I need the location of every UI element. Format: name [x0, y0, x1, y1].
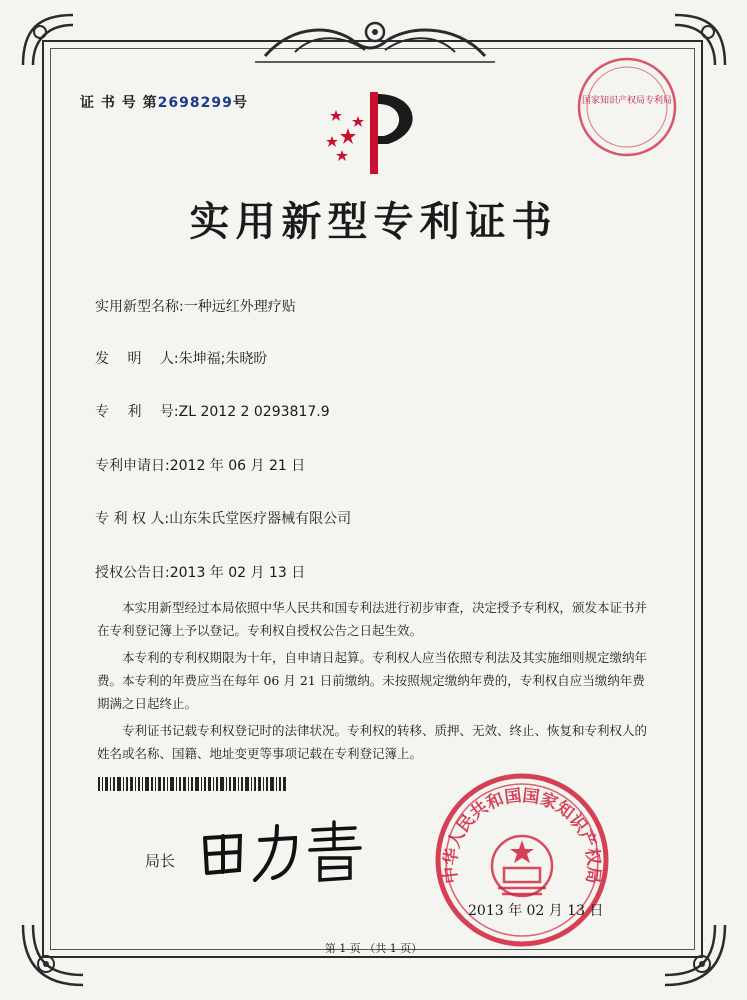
field-value: 山东朱氏堂医疗器械有限公司: [169, 511, 352, 527]
top-ornament-icon: [255, 12, 495, 68]
certificate-body: [97, 596, 652, 769]
top-right-seal-icon: [575, 55, 680, 160]
field-value: 2012 年 06 月 21 日: [169, 458, 306, 474]
body-paragraph: 专利证书记载专利权登记时的法律状况。专利权的转移、质押、无效、终止、恢复和专利权人的姓名或名称、国籍、地址变更等事项记载在专利登记簿上。: [97, 723, 648, 761]
director-label: 局长: [145, 852, 176, 870]
body-paragraph: 本专利的专利权期限为十年，自申请日起算。专利权人应当依照专利法及其实施细则规定缴纳年费。本专利的年费应当在每年 06 月 21 日前缴纳。未按照规定缴纳年费的，专利权自应当缴纳年费期满之日起终止。: [97, 650, 648, 711]
field-application-date: [95, 455, 305, 475]
field-inventor: [95, 348, 267, 368]
certificate-number: [80, 92, 248, 112]
field-patent-number: [95, 401, 330, 421]
patent-office-logo-icon: [318, 88, 428, 178]
certificate-number-value: 2698299: [157, 95, 233, 111]
certificate-title: 实用新型专利证书: [189, 199, 558, 245]
field-label: 专 利 权 人:: [95, 511, 170, 527]
top-seal-text: 国家知识产权局专利局: [581, 96, 673, 106]
field-patentee: [95, 508, 351, 528]
body-paragraph: 本实用新型经过本局依照中华人民共和国专利法进行初步审查，决定授予专利权，颁发本证书并在专利登记簿上予以登记。专利权自授权公告之日起生效。: [97, 600, 648, 638]
field-label: 授权公告日:: [95, 565, 170, 581]
field-label: 专 利 号:: [95, 404, 179, 420]
certificate-number-suffix: 号: [232, 95, 248, 111]
page-footer: 第 1 页 （共 1 页）: [324, 942, 423, 955]
certificate-number-label: 证 书 号 第: [80, 95, 158, 111]
field-grant-date: [95, 562, 305, 582]
corner-ornament-icon: [18, 10, 78, 70]
field-utility-model-name: [95, 296, 296, 316]
field-value: 2013 年 02 月 13 日: [169, 565, 306, 581]
field-value: 一种远红外理疗贴: [183, 299, 296, 315]
director-signature-icon: [195, 818, 370, 888]
field-value: 朱坤福;朱晓昐: [178, 351, 268, 367]
field-label: 发 明 人:: [95, 351, 179, 367]
field-value: ZL 2012 2 0293817.9: [178, 404, 330, 420]
field-label: 实用新型名称:: [95, 299, 184, 315]
field-label: 专利申请日:: [95, 458, 170, 474]
official-seal-icon: [432, 770, 612, 950]
issue-date: 2013 年 02 月 13 日: [468, 903, 604, 919]
barcode-strip-icon: [98, 777, 288, 791]
seal-text: 中华人民共和国国家知识产权局: [440, 785, 604, 885]
